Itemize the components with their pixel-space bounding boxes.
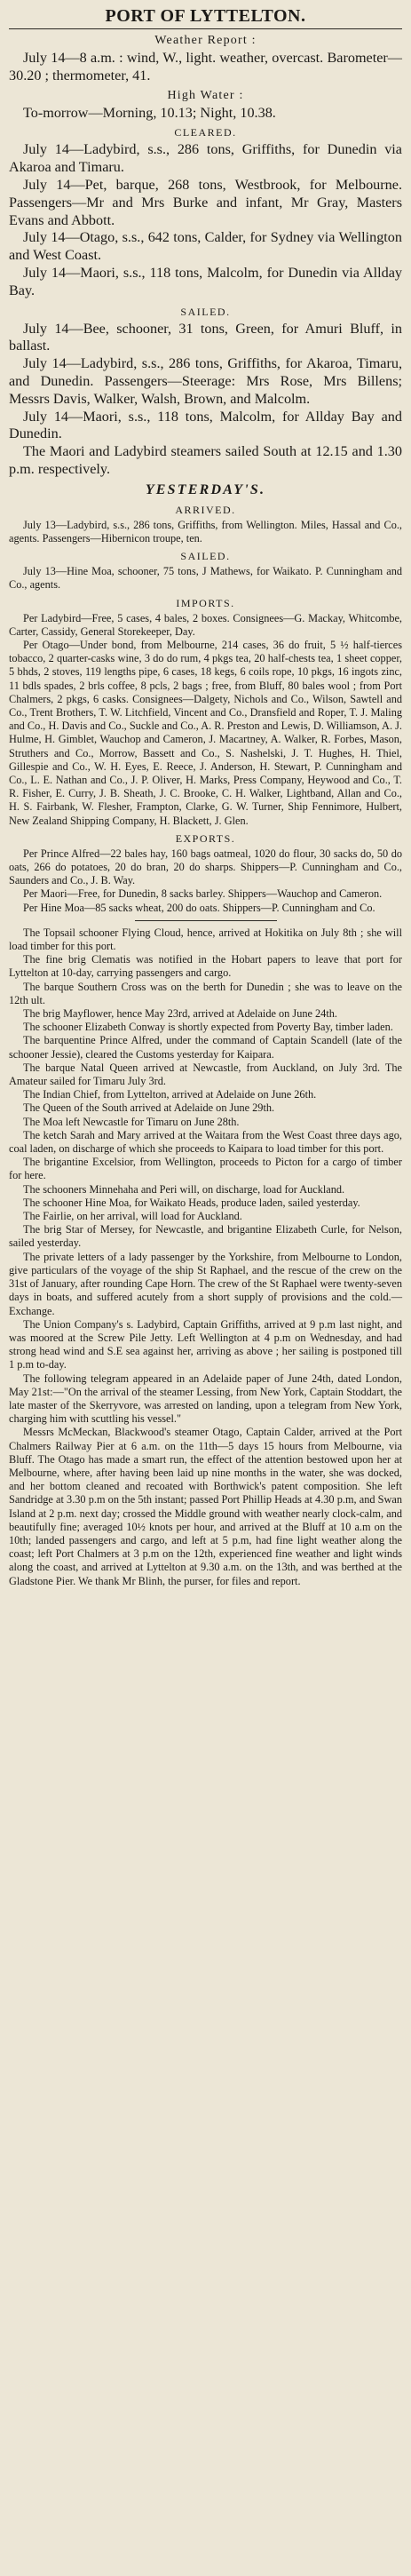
- list-item: July 14—Ladybird, s.s., 286 tons, Griffiths, for Dunedin via Akaroa and Timaru.: [9, 141, 402, 176]
- news-paragraph: The schooners Minnehaha and Peri will, on discharge, load for Auckland.: [23, 1182, 345, 1196]
- news-paragraph: The brig Mayflower, hence May 23rd, arrived at Adelaide on June 24th.: [23, 1007, 337, 1021]
- news-paragraph: The Moa left Newcastle for Timaru on June 28th.: [23, 1115, 240, 1128]
- shipping-news: [9, 926, 402, 1588]
- news-paragraph: The ketch Sarah and Mary arrived at the Waitara from the West Coast three days ago, coal laden, on discharge of which she proceeds to Kaipara to load timber for this port.: [9, 1128, 402, 1156]
- high-water-text: To-morrow—Morning, 10.13; Night, 10.38.: [23, 104, 276, 121]
- news-paragraph: The barque Southern Cross was on the berth for Dunedin ; she was to leave on the 12th ult.: [9, 980, 402, 1006]
- news-paragraph: The Indian Chief, from Lyttelton, arrived at Adelaide on June 26th.: [23, 1088, 317, 1101]
- list-item: July 14—Maori, s.s., 118 tons, Malcolm, for Allday Bay and Dunedin.: [9, 408, 402, 442]
- news-paragraph: The Topsail schooner Flying Cloud, hence, arrived at Hokitika on July 8th ; she will load timber for this port.: [9, 926, 402, 953]
- cleared-heading: CLEARED.: [174, 126, 237, 139]
- list-item: The Maori and Ladybird steamers sailed South at 12.15 and 1.30 p.m. respectively.: [9, 443, 402, 477]
- list-item: Per Prince Alfred—22 bales hay, 160 bags oatmeal, 1020 do flour, 30 sacks do, 50 do oats, 266 do potatoes, 20 do bran, 20 do sharps. Shippers—P. Cunningham and Co., Saunders and Co., J. B. Way.: [9, 847, 402, 887]
- news-paragraph: The Fairlie, on her arrival, will load for Auckland.: [23, 1210, 242, 1223]
- list-item: Per Maori—Free, for Dunedin, 8 sacks barley. Shippers—Wauchop and Cameron.: [23, 887, 383, 901]
- news-paragraph: The private letters of a lady passenger by the Yorkshire, from Melbourne to London, give particulars of the voyage of the ship St Raphael, and the rescue of the crew on the 31st of January, after rounding Cape Horn. The crew of the St Raphael were twenty-seven days in boats, and suffered acutely from a short supply of provisions and the cold.—Exchange.: [9, 1250, 402, 1317]
- news-paragraph: The brigantine Excelsior, from Wellington, proceeds to Picton for a cargo of timber for here.: [9, 1156, 402, 1182]
- news-paragraph: The schooner Elizabeth Conway is shortly expected from Poverty Bay, timber laden.: [23, 1021, 393, 1034]
- port-report: [9, 33, 402, 479]
- arrived-heading: ARRIVED.: [175, 503, 236, 516]
- news-paragraph: The barquentine Prince Alfred, under the command of Captain Scandell (late of the schooner Jessie), cleared the Customs yesterday for Kaipara.: [9, 1034, 402, 1061]
- list-item: July 14—Ladybird, s.s., 286 tons, Griffiths, for Akaroa, Timaru, and Dunedin. Passengers—Steerage: Mrs Rose, Mrs Billens; Messrs Davis, Walker, Walsh, Brown, and Malcolm.: [9, 355, 402, 407]
- list-item: Per Ladybird—Free, 5 cases, 4 bales, 2 boxes. Consignees—G. Mackay, Whitcombe, Carter, Cassidy, General Storekeeper, Day.: [9, 611, 402, 638]
- title-rule: [9, 28, 402, 29]
- section-divider: [135, 920, 277, 921]
- list-item: July 13—Ladybird, s.s., 286 tons, Griffiths, from Wellington. Miles, Hassal and Co., agents. Passengers—Hibernicon troupe, ten.: [9, 518, 402, 545]
- page-title: PORT OF LYTTELTON.: [105, 6, 306, 26]
- yesterday-sailed-heading: SAILED.: [180, 550, 231, 563]
- yesterdays-section: [9, 502, 402, 1588]
- imports-heading: IMPORTS.: [176, 596, 235, 609]
- news-paragraph: The schooner Hine Moa, for Waikato Heads, produce laden, sailed yesterday.: [23, 1196, 360, 1209]
- list-item: Per Hine Moa—85 sacks wheat, 200 do oats. Shippers—P. Cunningham and Co.: [23, 901, 375, 914]
- news-paragraph: The fine brig Clematis was notified in the Hobart papers to leave that port for Lyttelton at 10-day, carrying passengers and cargo.: [9, 953, 402, 980]
- news-paragraph: The following telegram appeared in an Adelaide paper of June 24th, dated London, May 21st:—"On the arrival of the steamer Lessing, from New York, Captain Stoddart, the late master of the Skerryvore, was arrested on landing, upon a telegram from New York, charging him with scuttling his vessel.": [9, 1371, 402, 1426]
- news-paragraph: Messrs McMeckan, Blackwood's steamer Otago, Captain Calder, arrived at the Port Chalmers Railway Pier at 6 a.m. on the 11th—5 days 15 hours from Melbourne, via Bluff. The Otago has made a smart run, the effect of the attention bestowed upon her at Melbourne, where, after having been laid up nine months in the water, she was docked, and her bottom cleaned and recoated with Borthwick's patent composition. She left Sandridge at 3.30 p.m on the 5th instant; passed Port Phillip Heads at 4.30 p.m, and Swan Island at 2 p.m. next day; crossed the Middle ground with weather nearly clock-calm, and beautifully fine; averaged 10½ knots per hour, and arrived at the Bluff at 10 a.m on the 10th; landed passengers and cargo, and left at 5 p.m, had fine light weather along the coast; left Port Chalmers at 3 p.m on the 12th, experienced fine weather and light winds along the coast, and arrived at Lyttelton at 9.30 a.m. on the 13th, and was berthed at the Gladstone Pier. We thank Mr Blinh, the purser, for files and report.: [9, 1426, 402, 1587]
- exports-heading: EXPORTS.: [175, 831, 236, 845]
- list-item: July 14—Otago, s.s., 642 tons, Calder, for Sydney via Wellington and West Coast.: [9, 229, 402, 264]
- yesterdays-heading: YESTERDAY'S.: [145, 481, 266, 497]
- list-item: July 14—Maori, s.s., 118 tons, Malcolm, for Dunedin via Allday Bay.: [9, 264, 402, 298]
- news-paragraph: The brig Star of Mersey, for Newcastle, and brigantine Elizabeth Curle, for Nelson, sailed yesterday.: [9, 1223, 402, 1250]
- list-item: July 13—Hine Moa, schooner, 75 tons, J Mathews, for Waikato. P. Cunningham and Co., agents.: [9, 565, 402, 592]
- high-water-heading: High Water :: [167, 88, 244, 102]
- sailed-heading: SAILED.: [180, 305, 231, 318]
- list-item: July 14—Pet, barque, 268 tons, Westbrook, for Melbourne. Passengers—Mr and Mrs Burke and infant, Mr Gray, Masters Evans and Abbott.: [9, 176, 402, 228]
- cleared-list: [9, 141, 402, 299]
- sailed-list: [9, 321, 402, 479]
- weather-heading: Weather Report :: [154, 34, 257, 47]
- news-paragraph: The Union Company's s. Ladybird, Captain Griffiths, arrived at 9 p.m last night, and was moored at the Screw Pile Jetty. Left Wellington at 4 p.m on Wednesday, and had strong head wind and S.E sea against her, arriving as above ; her sailing is postponed till 1 p.m to-day.: [9, 1317, 402, 1371]
- news-paragraph: The Queen of the South arrived at Adelaide on June 29th.: [23, 1101, 275, 1115]
- list-item: Per Otago—Under bond, from Melbourne, 214 cases, 36 do fruit, 5 ½ half-tierces tobacco, 2 quarter-casks wine, 3 do do rum, 4 pkgs tea, 20 half-chests tea, 1 sheet copper, 5 bhds, 2 stoves, 119 lengths pipe, 6 cases, 18 kegs, 6 coils rope, 10 pkgs, 16 ingots zinc, 11 bdls spades, 2 brls coffee, 8 pcls, 2 bags ; free, from Bluff, 80 bales wool ; from Port Chalmers, 2 pkgs, 6 casks. Consignees—Dalgety, Nichols and Co., Wilson, Sawtell and Co., Trent Brothers, T. W. Litchfield, Vincent and Co., Dransfield and Roper, T. J. Maling and Co., H. Davis and Co., Suckle and Co., A. R. Preston and Lewis, D. Williamson, A. J. Hulme, H. Gimblet, Wauchop and Cameron, J. Macartney, A. Walker, R. Forbes, Mason, Struthers and Co., Morrow, Bassett and Co., S. Nashelski, J. T. Hughes, H. Thiel, Gillespie and Co., W. H. Eyes, E. Reece, J. Anderson, H. Stewart, P. Cunningham and Co., L. E. Nathan and Co., J. P. Oliver, H. Marks, Press Company, Heywood and Co., T. R. Fisher, E. Curry, J. B. Sheath, J. C. Brooke, C. H. Walker, Lightband, Allan and Co., H. S. Fairbank, W. Flesher, Frampton, Clarke, G. W. Turner, Ship Fennimore, Hulbert, New Zealand Shipping Company, H. Blackett, J. Glen.: [9, 638, 402, 827]
- list-item: July 14—Bee, schooner, 31 tons, Green, for Amuri Bluff, in ballast.: [9, 320, 402, 354]
- news-paragraph: The barque Natal Queen arrived at Newcastle, from Auckland, on July 3rd. The Amateur sailed for Timaru July 3rd.: [9, 1061, 402, 1088]
- weather-text: July 14—8 a.m. : wind, W., light. weather, overcast. Barometer—30.20 ; thermometer, 41.: [9, 50, 402, 83]
